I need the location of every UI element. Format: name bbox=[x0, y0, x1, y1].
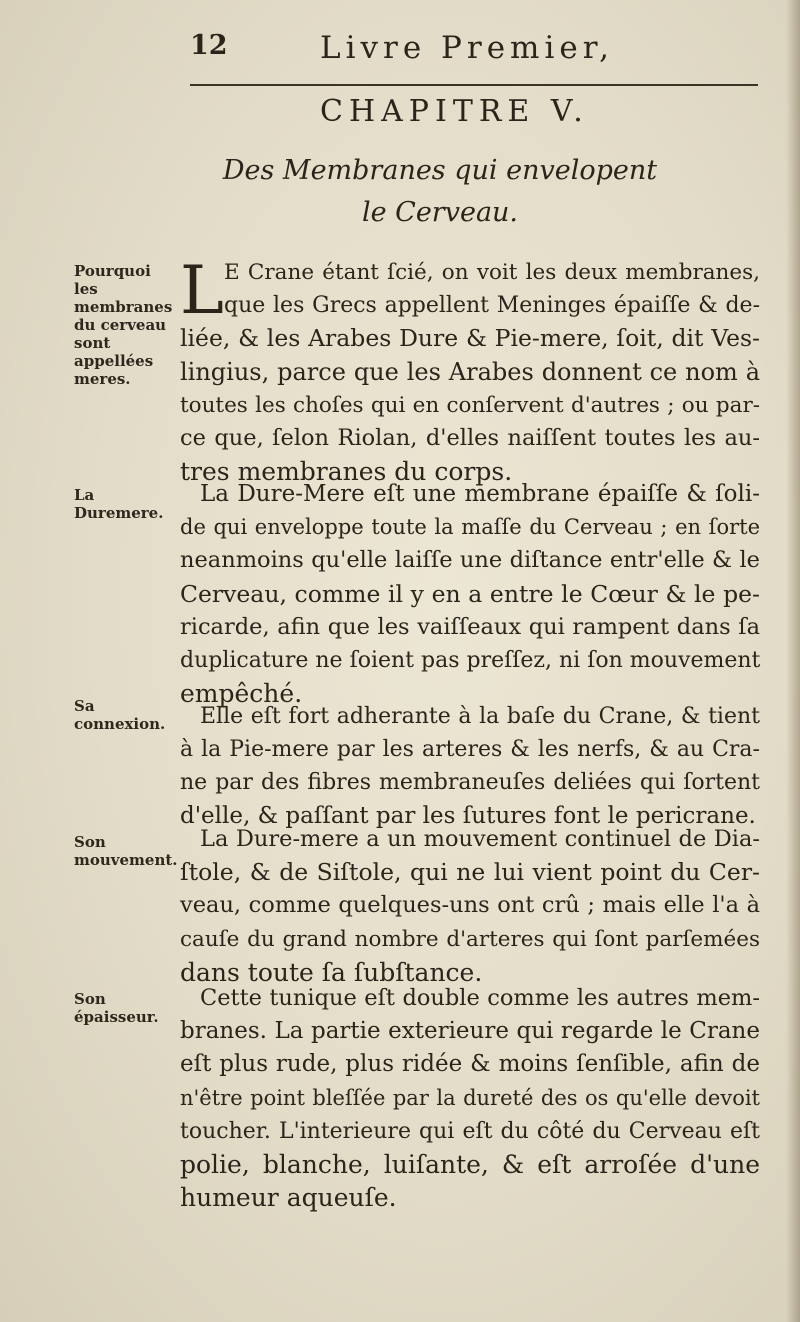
text-line: ne par des fibres membraneuſes deliées qui ſortent bbox=[180, 770, 760, 796]
text-line: Elle eſt fort adherante à la baſe du Crane, & tient bbox=[200, 704, 760, 729]
chapter-subtitle-line: le Cerveau. bbox=[361, 197, 519, 228]
text-line: branes. La partie exterieure qui regarde le Crane bbox=[180, 1018, 760, 1045]
text-line: d'elle, & paſſant par les ſutures font le pericrane. bbox=[180, 802, 756, 829]
text-line: polie, blanche, luiſante, & eſt arroſée d'une bbox=[180, 1149, 760, 1179]
text-line: ricarde, afin que les vaiſſeaux qui rampent dans ſa bbox=[180, 613, 760, 640]
text-line: de qui enveloppe toute la maſſe du Cerveau ; en ſorte bbox=[180, 515, 760, 540]
text-line: Cette tunique eſt double comme les autres mem- bbox=[200, 985, 760, 1011]
text-line: cauſe du grand nombre d'arteres qui ſont parſemées bbox=[180, 926, 760, 952]
sidenote-why-meres: Pourquoi les membranes du cerveau sont appellées meres. bbox=[74, 262, 173, 388]
paragraph-connexion bbox=[180, 700, 760, 833]
text-line: que les Grecs appellent Meninges épaiſſe & de- bbox=[224, 293, 760, 319]
text-line: veau, comme quelques-uns ont crû ; mais elle l'a à bbox=[180, 892, 760, 919]
chapter-subtitle-line: Des Membranes qui envelopent bbox=[222, 155, 658, 186]
sidenote-dure-mere: La Duremere. bbox=[74, 486, 164, 522]
text-line: La Dure-Mere eſt une membrane épaiſſe & ſoli- bbox=[200, 481, 760, 507]
text-line: eſt plus rude, plus ridée & moins ſenſible, afin de bbox=[180, 1051, 760, 1078]
chapter-subtitle bbox=[200, 150, 680, 234]
header-rule bbox=[190, 84, 758, 86]
text-line: liée, & les Arabes Dure & Pie-mere, ſoit, dit Ves- bbox=[180, 324, 760, 353]
text-line: ce que, ſelon Riolan, d'elles naiſſent toutes les au- bbox=[180, 424, 760, 451]
drop-cap: L bbox=[180, 252, 224, 329]
text-line: E Crane étant ſcié, on voit les deux membranes, bbox=[224, 260, 760, 285]
sidenote-mouvement: Son mouvement. bbox=[74, 833, 178, 869]
text-line: dans toute ſa ſubſtance. bbox=[180, 957, 483, 987]
sidenote-connexion: Sa connexion. bbox=[74, 697, 166, 733]
text-line: toucher. L'interieure qui eſt du côté du Cerveau eſt bbox=[180, 1118, 760, 1144]
sidenote-epaisseur: Son épaisseur. bbox=[74, 990, 159, 1026]
paragraph-intro bbox=[180, 252, 760, 488]
text-line: Cerveau, comme il y en a entre le Cœur & le pe- bbox=[180, 579, 760, 608]
page-number: 12 bbox=[190, 30, 228, 61]
paragraph-dure-mere bbox=[180, 478, 760, 710]
text-line: à la Pie-mere par les arteres & les nerfs, & au Cra- bbox=[180, 737, 760, 763]
running-head bbox=[190, 30, 690, 70]
paragraph-epaisseur bbox=[180, 982, 760, 1214]
text-line: empêché. bbox=[180, 679, 303, 709]
book-title: Livre Premier, bbox=[320, 30, 614, 66]
text-line: ſtole, & de Siſtole, qui ne lui vient point du Cer- bbox=[180, 858, 760, 887]
text-line: duplicature ne ſoient pas preſſez, ni ſon mouvement bbox=[180, 647, 761, 673]
chapter-title: CHAPITRE V. bbox=[320, 94, 589, 129]
text-line: lingius, parce que les Arabes donnent ce nom à bbox=[180, 357, 760, 386]
text-line: neanmoins qu'elle laiſſe une diſtance entr'elle & le bbox=[180, 547, 760, 574]
text-line: n'être point bleſſée par la dureté des os qu'elle devoit bbox=[180, 1085, 760, 1110]
page-edge-shadow bbox=[786, 0, 800, 1322]
text-line: humeur aqueuſe. bbox=[180, 1183, 397, 1213]
text-line: tres membranes du corps. bbox=[180, 457, 513, 487]
text-line: La Dure-mere a un mouvement continuel de Dia- bbox=[200, 826, 760, 852]
paragraph-mouvement bbox=[180, 823, 760, 989]
text-line: toutes les choſes qui en conſervent d'autres ; ou par- bbox=[180, 392, 760, 418]
